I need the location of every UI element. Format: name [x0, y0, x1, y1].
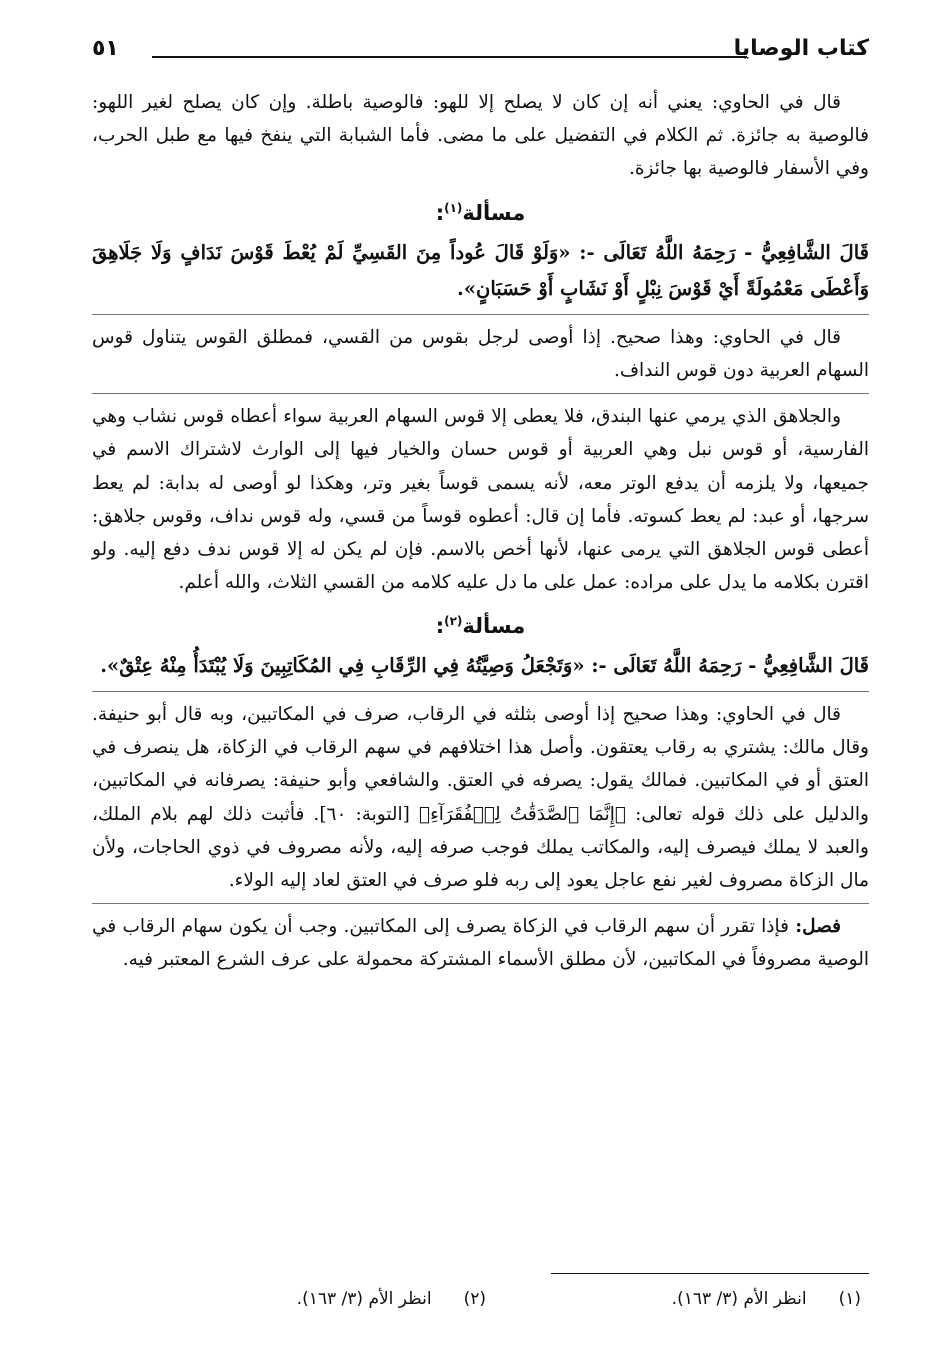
paragraph-2: قال في الحاوي: وهذا صحيح. إذا أوصى لرجل بقوس من القسي، فمطلق القوس يتناول قوس السهام العربية دون قوس النداف. — [92, 326, 869, 381]
footnote-1-number: (١) — [838, 1289, 861, 1309]
book-title: كتاب الوصايا — [733, 36, 869, 61]
masala-2-heading: مسألة$^{(٢)}$: — [435, 614, 526, 639]
masala-1-title: مسألة — [462, 200, 526, 225]
footnote-2 — [297, 1289, 486, 1309]
page-body — [92, 86, 869, 977]
footnote-2-number: (٢) — [463, 1289, 486, 1309]
footnote-ref-1: (١) — [444, 200, 463, 215]
masala-1-quote: قَالَ الشَّافِعِيُّ - رَحِمَهُ اللَّهُ تَعَالَى -: «وَلَوْ قَالَ عُوداً مِنَ القَسِيِّ لَمْ يُعْطَ قَوْسَ نَدَافٍ وَلَا جَلَاهِقَ وَأَعْطَى مَعْمُولَةً أَيْ قَوْسَ نِبْلٍ أَوْ نَشَابٍ أَوْ حَسَبَانٍ». — [92, 240, 869, 301]
footnote-2-text: انظر الأم (٣/ ١٦٣). — [296, 1289, 432, 1309]
paragraph-5-text: فإذا تقرر أن سهم الرقاب في الزكاة يصرف إلى المكاتبين. وجب أن يكون سهام الرقاب في الوصية مصروفاً في المكاتبين، لأن مطلق الأسماء المشتركة محمولة على عرف الشرع المعتبر فيه. — [92, 916, 869, 971]
section-divider-3 — [92, 691, 869, 692]
paragraph-1: قال في الحاوي: يعني أنه إن كان لا يصلح إلا للهو: فالوصية باطلة. وإن كان يصلح لغير اللهو: فالوصية به جائزة. ثم الكلام في التفضيل على ما مضى. فأما الشبابة التي ينفخ فيها مع طبل الحرب، وفي الأسفار فالوصية بها جائزة. — [92, 92, 869, 180]
section-divider-4 — [92, 903, 869, 904]
paragraph-5 — [92, 910, 869, 976]
page-number: ٥١ — [92, 36, 119, 61]
section-divider-1 — [92, 314, 869, 315]
footnote-ref-2: (٢) — [444, 614, 463, 629]
running-header — [92, 36, 869, 74]
masala-1-heading: مسألة$^{(١)}$: — [435, 200, 526, 225]
footnote-rule — [551, 1273, 869, 1274]
footnote-1-text: انظر الأم (٣/ ١٦٣). — [671, 1289, 807, 1309]
masala-2-title: مسألة — [462, 614, 526, 639]
section-divider-2 — [92, 393, 869, 394]
paragraph-4: قال في الحاوي: وهذا صحيح إذا أوصى بثلثه في الرقاب، صرف في المكاتبين، وبه قال أبو حنيفة. وقال مالك: يشتري به رقاب يعتقون. وأصل هذا اختلافهم في سهم الرقاب في الزكاة، هل ينصرف في العتق أو في المكاتبين. فمالك يقول: يصرفه في العتق. والشافعي وأبو حنيفة: يصرفانه في المكاتبين، والدليل على ذلك قوله تعالى: ﴿إِنَّمَا ٱلصَّدَقَٰتُ لِلۡفُقَرَآءِ﴾ [التوبة: ٦٠]. فأثبت ذلك لهم بلام الملك، والعبد لا يملك فيصرف إليه، والمكاتب يملك فوجب صرفه إليه، ولأنه مصروف في ذوي الحاجات، ولأن مال الزكاة مصروف لغير نفع عاجل يعود إلى ربه فلو صرف في العتق لعاد إليه الولاء. — [92, 704, 869, 892]
masala-2-quote: قَالَ الشَّافِعِيُّ - رَحِمَهُ اللَّهُ تَعَالَى -: «وَتَجْعَلُ وَصِيَّتُهُ فِي الرِّقَابِ فِي المُكَاتِبِينَ وَلَا يُبْتَدَأُ مِنْهُ عِتْقٌ». — [100, 654, 869, 678]
header-rule — [152, 56, 747, 58]
paragraph-3: والجلاهق الذي يرمي عنها البندق، فلا يعطى إلا قوس السهام العربية سواء أعطاه قوس نشاب وهي الفارسية، أو قوس نبل وهي العربية أو قوس حسان والخيار فيها إلى الوارث لاشتراك الاسم في جميعها، ولا يلزمه أن يدفع الوتر معه، لأنه يسمى قوساً بغير وتر، وهكذا لو أوصى له بدابة: لم يعط سرجها، أو عبد: لم يعط كسوته. فأما إن قال: أعطوه قوساً من قسي، وله قوس نداف، وقوس جلاهق: أعطى قوس الجلاهق التي يرمى عنها، لأنها أخص بالاسم. فإن لم يكن له إلا قوس ندف دفع إليه. ولو اقترن بكلامه ما يدل على مراده: عمل على ما دل عليه كلامه من القسي الثلاث، والله أعلم. — [92, 406, 869, 594]
fasl-label: فصل: — [795, 916, 841, 938]
footnote-1 — [672, 1289, 861, 1309]
